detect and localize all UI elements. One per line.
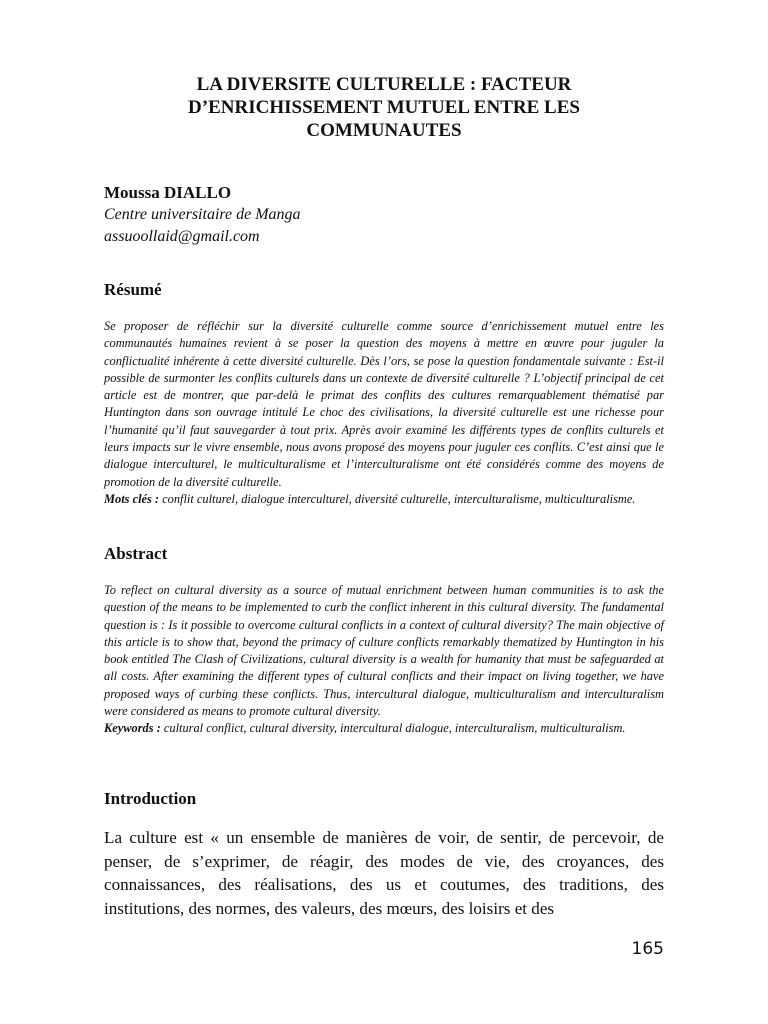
author-affiliation: Centre universitaire de Manga	[104, 206, 301, 223]
abstract-keywords	[104, 720, 664, 737]
author-block	[104, 182, 664, 248]
title-line-2: D’ENRICHISSEMENT MUTUEL ENTRE LES	[188, 97, 580, 118]
title-line-1: LA DIVERSITE CULTURELLE : FACTEUR	[196, 74, 572, 95]
author-email: assuoollaid@gmail.com	[104, 228, 260, 245]
abstract-heading: Abstract	[104, 544, 168, 563]
resume-block	[104, 318, 664, 508]
abstract-block	[104, 582, 664, 738]
author-name: Moussa DIALLO	[104, 183, 232, 202]
resume-keywords	[104, 491, 664, 508]
resume-heading: Résumé	[104, 280, 162, 299]
abstract-text: To reflect on cultural diversity as a source of mutual enrichment between human communities is to ask the question of the means to be implemented to curb the conflict inherent in this cultural diversity. The fundamental question is : Is it possible to overcome cultural conflicts in a context of cultural diversity? The main objective of this article is to show that, beyond the primacy of culture conflicts remarkably thematized by Huntington in his book entitled The Clash of Civilizations, cultural diversity is a wealth for humanity that must be safeguarded at all costs. After examining the different types of cultural conflicts and their impact on living together, we have proposed ways of curbing these conflicts. Thus, intercultural dialogue, multiculturalism and interculturalism were considered as means to promote cultural diversity.	[104, 583, 664, 719]
paper-title	[104, 73, 664, 142]
page-number: 165	[631, 939, 664, 959]
resume-keywords-label: Mots clés :	[104, 491, 160, 506]
abstract-keywords-label: Keywords :	[104, 721, 161, 736]
abstract-keywords-text: cultural conflict, cultural diversity, intercultural dialogue, interculturalism, multiculturalism.	[160, 721, 626, 736]
resume-keywords-text: conflit culturel, dialogue interculturel, diversité culturelle, interculturalisme, multiculturalisme.	[159, 491, 636, 506]
title-line-3: COMMUNAUTES	[306, 120, 462, 141]
introduction-text: La culture est « un ensemble de manières de voir, de sentir, de percevoir, de penser, de s’exprimer, de réagir, des modes de vie, des croyances, des connaissances, des réalisations, des us et coutumes, des traditions, des institutions, des normes, des valeurs, des mœurs, des loisirs et des	[104, 828, 664, 918]
resume-text: Se proposer de réfléchir sur la diversité culturelle comme source d’enrichissement mutuel entre les communautés humaines revient à se poser la question des moyens à mettre en œuvre pour juguler la conflictualité inhérente à cette diversité culturelle. Dès l’ors, se pose la question fondamentale suivante : Est-il possible de surmonter les conflits culturels dans un contexte de diversité culturelle ? L’objectif principal de cet article est de montrer, que par-delà le primat des conflits des cultures remarquablement thématisé par Huntington dans son ouvrage intitulé Le choc des civilisations, la diversité culturelle est une richesse pour l’humanité qu’il faut sauvegarder à tout prix. Après avoir examiné les différents types de conflits culturels et leurs impacts sur le vivre ensemble, nous avons proposé des moyens pour juguler ces conflits. C’est ainsi que le dialogue interculturel, le multiculturalisme et l’interculturalisme ont été considérés comme des moyens de promotion de la diversité culturelle.	[104, 319, 664, 489]
introduction-heading: Introduction	[104, 789, 197, 808]
